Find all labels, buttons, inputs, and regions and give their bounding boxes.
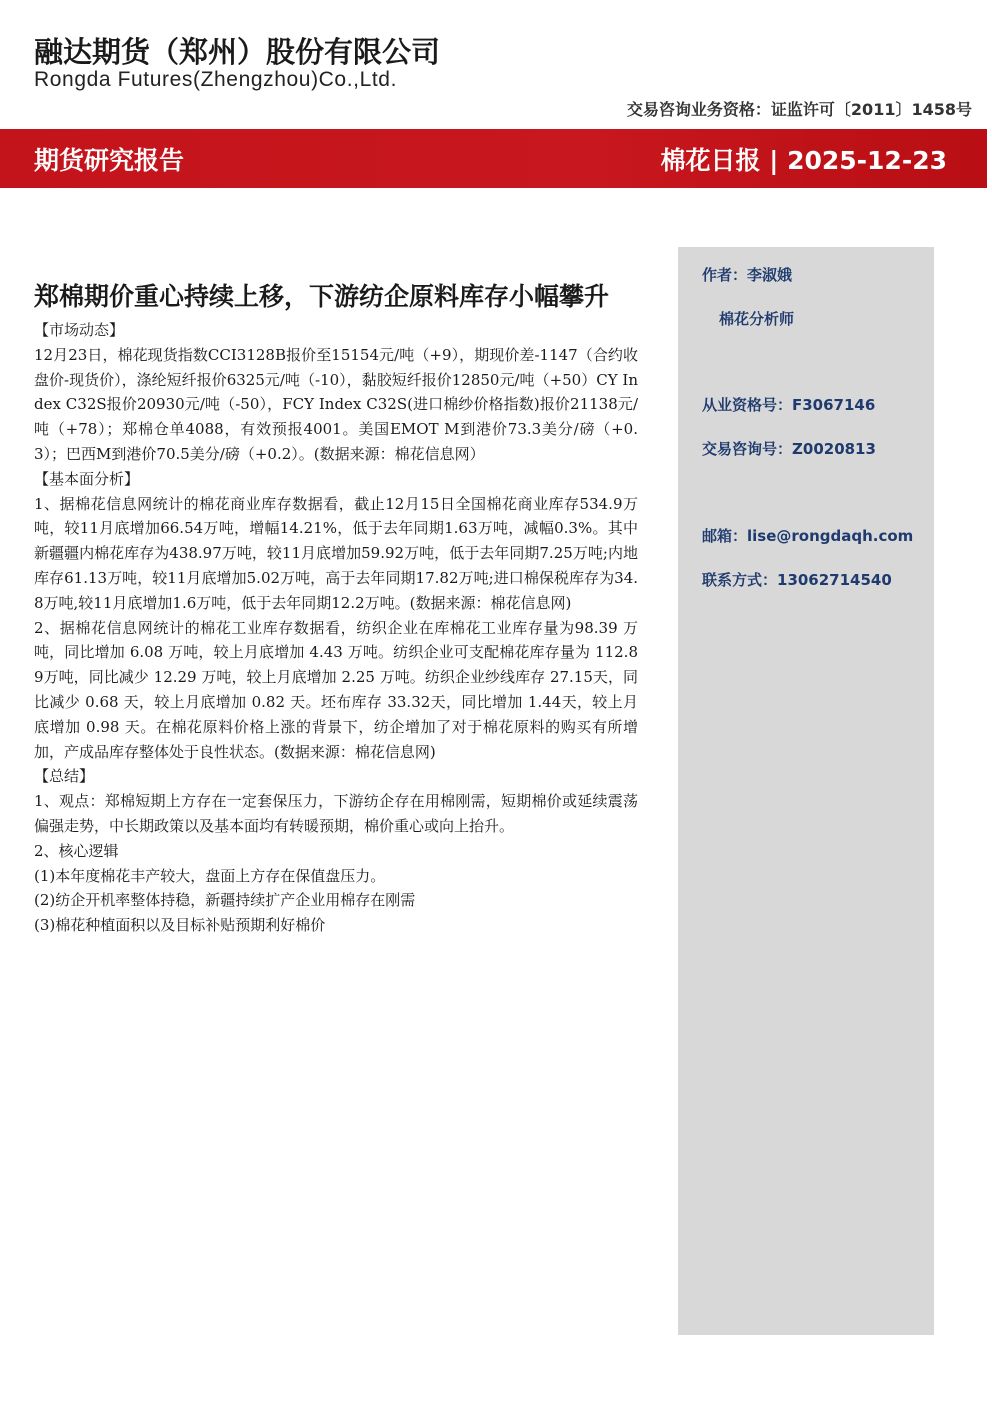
section-fundamentals-heading: 【基本面分析】 bbox=[34, 469, 140, 488]
fundamentals-paragraph-1: 1、据棉花信息网统计的棉花商业库存数据看，截止12月15日全国棉花商业库存534.9万吨，较11月底增加66.54万吨，增幅14.21%，低于去年同期1.63万吨，减幅0.3%。其中新疆疆内棉花库存为438.97万吨，较11月底增加59.92万吨，低于去年同期7.25万吨;内地库存61.13万吨，较11月底增加5.02万吨，高于去年同期17.82万吨;进口棉保税库存为34.8万吨,较11月底增加1.6万吨，低于去年同期12.2万吨。(数据来源：棉花信息网) bbox=[34, 494, 638, 612]
company-name-cn: 融达期货（郑州）股份有限公司 bbox=[34, 35, 441, 69]
consult-number: 交易咨询号：Z0020813 bbox=[702, 440, 876, 458]
author-name: 作者：李淑娥 bbox=[702, 266, 793, 284]
author-sidebar bbox=[678, 247, 934, 1335]
qualification-number: 从业资格号：F3067146 bbox=[702, 396, 876, 414]
license-text: 交易咨询业务资格：证监许可〔2011〕1458号 bbox=[626, 100, 972, 119]
author-phone: 联系方式：13062714540 bbox=[702, 571, 892, 589]
logic-item-3: (3)棉花种植面积以及目标补贴预期利好棉价 bbox=[34, 916, 326, 935]
logic-item-1: (1)本年度棉花丰产较大，盘面上方存在保值盘压力。 bbox=[34, 866, 386, 885]
fundamentals-paragraph-2: 2、据棉花信息网统计的棉花工业库存数据看，纺织企业在库棉花工业库存量为98.39 万吨，同比增加 6.08 万吨，较上月底增加 4.43 万吨。纺织企业可支配棉花库存量为 112.89万吨，同比减少 12.29 万吨，较上月底增加 2.25 万吨。纺织企业纱线库存 27.15天，同比减少 0.68 天，较上月底增加 0.82 天。坯布库存 33.32天，同比增加 1.44天，较上月底增加 0.98 天。在棉花原料价格上涨的背景下，纺企增加了对于棉花原料的购买有所增加，产成品库存整体处于良性状态。(数据来源：棉花信息网) bbox=[34, 618, 638, 761]
report-type: 期货研究报告 bbox=[34, 146, 185, 175]
company-name-en: Rongda Futures(Zhengzhou)Co.,Ltd. bbox=[34, 68, 397, 91]
section-summary-heading: 【总结】 bbox=[34, 767, 95, 786]
logic-item-2: (2)纺企开机率整体持稳，新疆持续扩产企业用棉存在刚需 bbox=[34, 891, 416, 910]
summary-logic-heading: 2、核心逻辑 bbox=[34, 841, 119, 860]
summary-view: 1、观点：郑棉短期上方存在一定套保压力，下游纺企存在用棉刚需，短期棉价或延续震荡偏强走势，中长期政策以及基本面均有转暖预期，棉价重心或向上抬升。 bbox=[34, 792, 638, 835]
market-paragraph: 12月23日，棉花现货指数CCI3128B报价至15154元/吨（+9），期现价差-1147（合约收盘价-现货价），涤纶短纤报价6325元/吨（-10），黏胶短纤报价12850元/吨（+50）CY Index C32S报价20930元/吨（-50），FCY Index C32S(进口棉纱价格指数)报价21138元/吨（+78）；郑棉仓单4088，有效预报4001。美国EMOT M到港价73.3美分/磅（+0.3）；巴西M到港价70.5美分/磅（+0.2）。(数据来源：棉花信息网） bbox=[34, 345, 638, 463]
author-email[interactable]: 邮箱：lise@rongdaqh.com bbox=[702, 527, 914, 545]
article-title: 郑棉期价重心持续上移，下游纺企原料库存小幅攀升 bbox=[34, 282, 610, 311]
report-date-title: 棉花日报 | 2025-12-23 bbox=[660, 146, 947, 175]
section-market-heading: 【市场动态】 bbox=[34, 321, 125, 339]
report-banner bbox=[0, 129, 987, 188]
author-role: 棉花分析师 bbox=[719, 310, 795, 328]
article-body bbox=[34, 276, 638, 938]
